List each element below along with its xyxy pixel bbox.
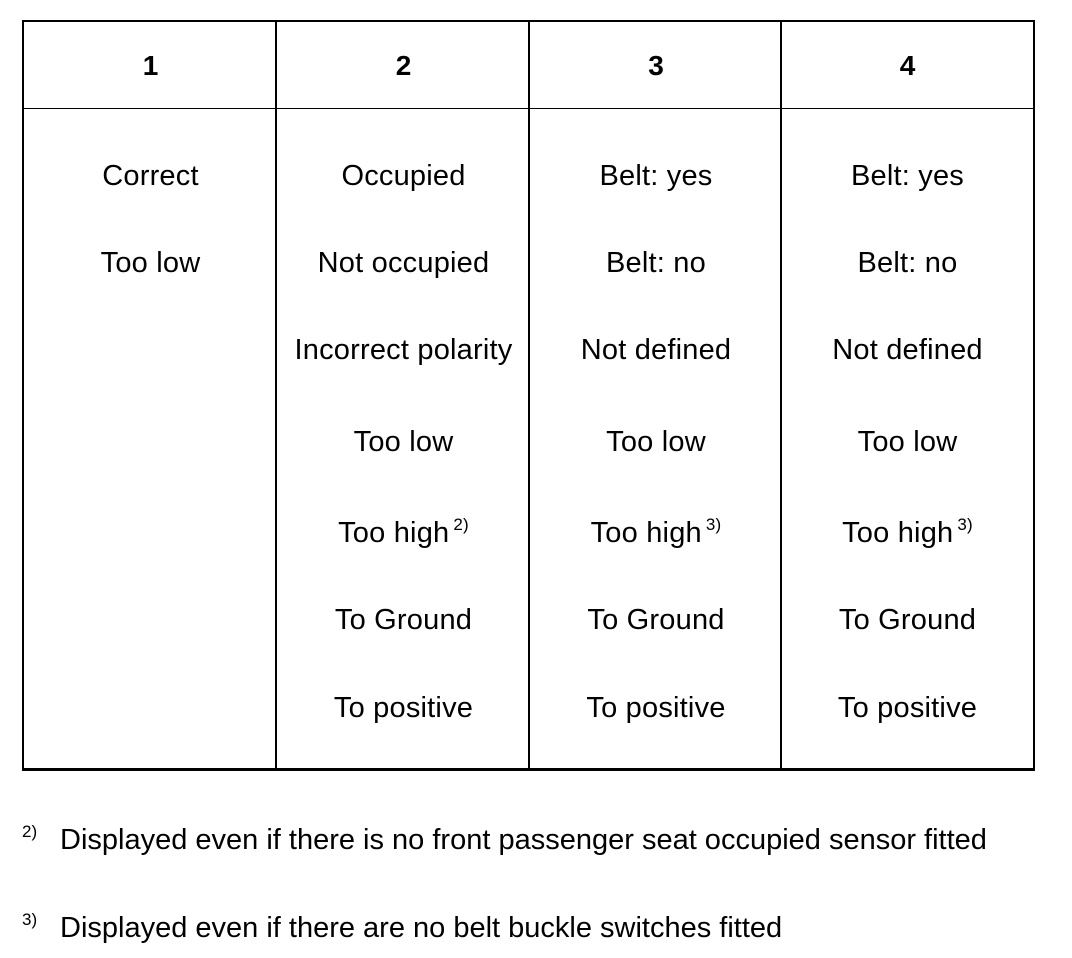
table-cell: Too low [857,426,958,458]
footnote [22,815,987,857]
table-cell: Too low [606,426,706,458]
table-cell: Too high $^{2)}$ [338,515,469,549]
table-cell: Too high $^{3)}$ [590,515,722,549]
footnote-text: Displayed even if there is no front passenger seat occupied sensor fitted [60,824,987,856]
table-cell: To Ground [838,604,977,636]
table-cell: Occupied [341,160,466,192]
footnote-ref: 3) [705,515,722,534]
table-cell: To positive [837,692,978,724]
column-header: 2 [395,50,412,81]
table-cell: Not defined [832,334,983,366]
table-cell: To Ground [587,604,725,636]
status-table [22,20,1035,771]
column-header: 1 [142,50,159,81]
table-cell: Too high $^{3)}$ [842,515,973,549]
column-4 [782,22,1033,768]
table-cell: Belt: no [857,247,958,279]
footnote-ref: 2) [453,515,469,534]
table-cell: Belt: yes [599,160,713,192]
column-2 [277,22,530,768]
column-header: 3 [648,50,664,81]
footnote-mark: 3) [22,910,38,929]
table-cell: Too low [353,426,454,458]
table-cell: To Ground [334,604,473,636]
table-cell: Belt: yes [850,160,964,192]
table-cell: Too low [100,247,201,279]
table-cell: To positive [586,692,726,724]
table-cell: Correct [102,160,199,192]
table-cell: Not occupied [317,247,490,279]
footnote [22,903,782,945]
footnote-mark: 2) [22,822,38,841]
column-3 [530,22,782,768]
column-header: 4 [899,50,916,81]
column-1 [24,22,277,768]
table-cell: Not defined [580,334,732,366]
table-cell: Belt: no [606,247,706,279]
table-cell: To positive [333,692,474,724]
footnote-text: Displayed even if there are no belt buckle switches fitted [60,912,783,944]
table-cell: Incorrect polarity [294,334,513,366]
footnote-ref: 3) [957,515,973,534]
